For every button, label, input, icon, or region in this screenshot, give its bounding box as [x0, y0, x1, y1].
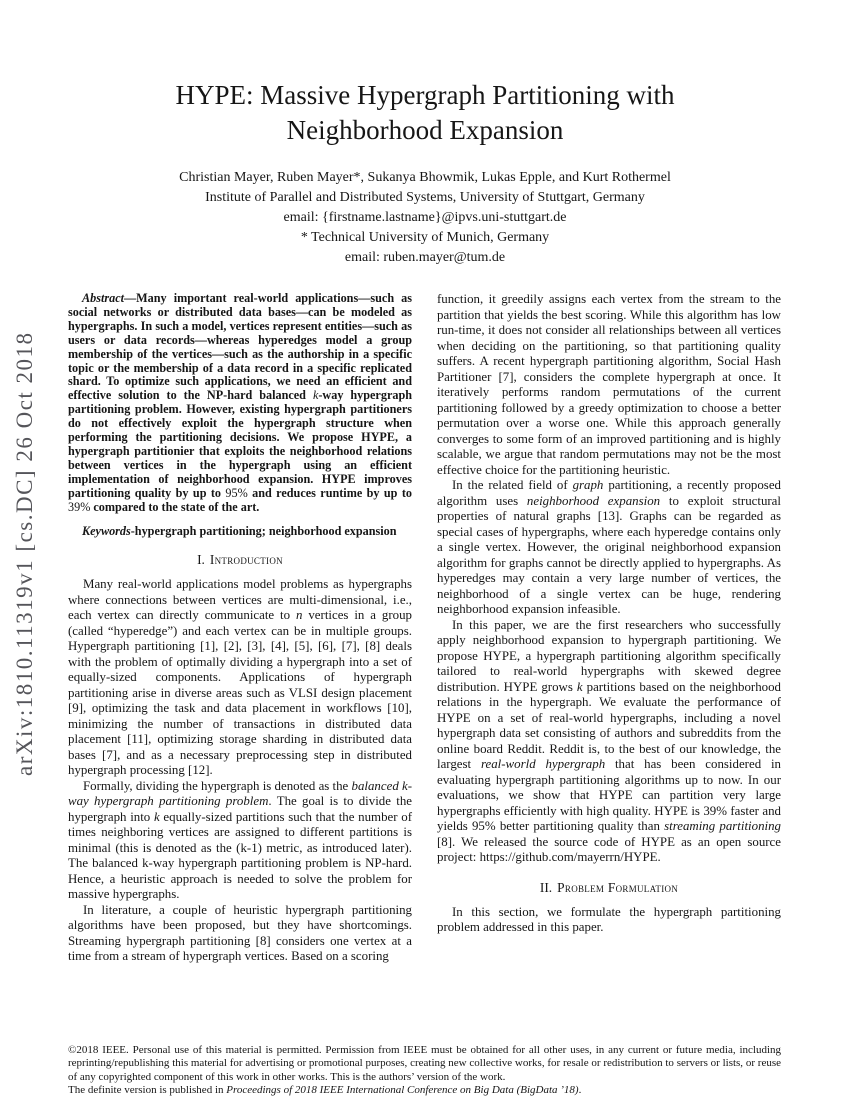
problem-formulation-paragraph-1	[437, 905, 781, 936]
text-run: function, it greedily assigns each vertex from the stream to the partition that yields the best scoring. While this algorithm has low run-time, it does not consider all relationships between all vertices when deciding on the partitioning, so that partitioning quality suffers. A recent hypergraph partitioning algorithm, Social Hash Partitioner [7], considers the complete hypergraph at once. It iteratively performs random permutations of the current partitioning followed by a greedy optimization to choose a better permutation over a worse one. While this approach generally converges to some form of an improved partitioning and is highly scalable, we argue that random permutations may not be the most effective choice for the partitioning heuristic.	[437, 292, 781, 477]
text-run: .	[657, 850, 661, 864]
text-run: partitions based on the neighborhood relations in the hypergraph. We evaluate the performance of HYPE on a set of real-world hypergraphs, including a novel hypergraph data set consisting of authors and subreddits from the online board Reddit. Reddit is, to the best of our knowledge, the largest	[437, 679, 781, 771]
text-run: that has been considered in evaluating hypergraph partitioning algorithms up to now. In our evaluations, we show that HYPE can partition very large hypergraphs efficiently with high quality. HYPE is 39% faster and yields 95% better partitioning quality than	[437, 757, 781, 833]
intro-paragraph-2	[68, 779, 412, 903]
text-run: Keywords	[82, 523, 131, 538]
text-run: equally-sized partitions such that the number of times neighboring vertices are assigned to different partitions is minimal (this is denoted as the (k-1) metric, as introduced later). The balanced k-way hypergraph partitioning problem is NP-hard. Hence, a heuristic approach is needed to solve the problem for massive hypergraphs.	[68, 809, 412, 901]
paper-title-line-1: HYPE: Massive Hypergraph Partitioning with	[175, 80, 675, 110]
text-run: k	[576, 679, 583, 694]
section-heading-introduction	[68, 552, 412, 568]
text-run: -hypergraph partitioning; neighborhood expansion	[130, 523, 397, 538]
text-run: partitioning, a recently proposed algorithm uses	[437, 478, 781, 508]
section-title: Introduction	[209, 552, 283, 567]
section-heading-problem-formulation	[437, 880, 781, 896]
text-run: graph	[572, 478, 604, 492]
text-run: 95%	[225, 485, 248, 500]
text-run: and reduces runtime by up to	[247, 485, 412, 500]
section-number: I.	[197, 552, 205, 567]
intro-paragraph-1	[68, 577, 412, 779]
text-run: streaming partitioning	[664, 819, 781, 833]
paper-title-line-2: Neighborhood Expansion	[286, 115, 564, 145]
text-run: neighborhood expansion	[526, 493, 661, 508]
text-run: -way hypergraph partitioning problem. However, existing hypergraph partitioners do not effectively exploit the hypergraph structure when performing the partitioning decisions. We propose HYPE, a hypergraph partitionier that exploits the neighborhood relations between vertices in the hypergraph using an efficient implementation of neighborhood expansion. HYPE improves partitioning quality by up to	[68, 388, 412, 500]
text-run: Formally, dividing the hypergraph is denoted as the	[83, 778, 352, 793]
text-run: —Many important real-world applications—such as social networks or distributed data bases—can be modeled as hypergraphs. In such a model, vertices represent entities—such as users or data records—whereas hyperedges model a group membership of the vertices—such as the authorship in a specific topic or the membership of a data record in a specific replicated shard. To optimize such applications, we need an efficient and effective solution to the NP-hard balanced	[68, 292, 412, 403]
text-run: balanced k-way hypergraph partitioning problem	[68, 778, 413, 808]
text-run: [8]. We released the source code of HYPE as an open source project:	[437, 834, 781, 864]
text-run: Proceedings of 2018 IEEE International Conference on Big Data (BigData ’18)	[226, 1084, 579, 1097]
text-run: In this section, we formulate the hypergraph partitioning problem addressed in this paper.	[437, 904, 781, 934]
left-column	[68, 292, 412, 1044]
section-number: II.	[539, 879, 553, 895]
email-munich: email: ruben.mayer@tum.de	[344, 250, 506, 265]
intro-paragraph-4	[437, 292, 781, 478]
footer-copyright-text: ©2018 IEEE. Personal use of this material is permitted. Permission from IEEE must be obtained for all other uses, in any current or future media, including reprinting/republishing this material for advertising or promotional purposes, creating new collective works, for resale or redistribution to servers or lists, or reuse of any copyrighted component of this work in other works. This is the authors’ version of the work.	[68, 1044, 781, 1083]
text-run: The definite version is published in	[68, 1084, 227, 1097]
text-run: vertices in a group (called “hyperedge”) and each vertex can be in multiple groups. Hypergraph partitioning [1], [2], [3], [4], [5], [6], [7], [8] deals with the problem of optimally dividing a hypergraph into a set of equally-sized components. Applications of hypergraph partitioning arise in diverse areas such as VLSI design placement [9], optimizing the task and data placement in workflows [10], minimizing the number of transactions in distributed data placement [11], optimizing storage sharding in distributed data bases [7], and as a necessary preprocessing step in distributed hypergraph processing [12].	[68, 608, 412, 777]
text-run: n	[296, 608, 303, 622]
right-column	[437, 292, 781, 1044]
arxiv-watermark: arXiv:1810.11319v1 [cs.DC] 26 Oct 2018	[12, 331, 37, 777]
text-run: to exploit structural properties of natural graphs [13]. Graphs can be regarded as special cases of hypergraphs, where each hyperedge contains only a single vertex. However, the original neighborhood expansion algorithm for graphs cannot be directly applied to hypergraphs. As hyperedges may contain a very large number of vertices, the neighborhood of a single vertex can be huge, rendering neighborhood expansion infeasible.	[437, 493, 781, 616]
text-run: . The goal is to divide the hypergraph into	[68, 794, 412, 824]
text-run: In literature, a couple of heuristic hypergraph partitioning algorithms have been proposed, but they have shortcomings. Streaming hypergraph partitioning [8] considers one vertex at a time from a stream of hypergraph vertices. Based on a scoring	[68, 902, 412, 963]
author-names: Christian Mayer, Ruben Mayer*, Sukanya Bhowmik, Lukas Epple, and Kurt Rothermel	[179, 170, 671, 185]
intro-paragraph-5	[437, 478, 781, 618]
author-block	[0, 168, 850, 268]
text-run: In the related field of	[452, 478, 573, 492]
keywords-line	[68, 524, 412, 539]
affiliation-stuttgart: Institute of Parallel and Distributed Systems, University of Stuttgart, Germany	[205, 190, 645, 205]
text-run: k	[153, 809, 160, 824]
text-run: Many real-world applications model problems as hypergraphs where connections between vertices are multi-dimensional, i.e., each vertex can directly communicate to	[68, 577, 412, 622]
text-run: real-world hypergraph	[480, 757, 606, 771]
text-run: compared to the state of the art.	[90, 499, 260, 514]
github-link[interactable]: https://github.com/mayerrn/HYPE	[479, 850, 658, 864]
text-run: 39%	[68, 499, 91, 514]
intro-paragraph-6	[437, 618, 781, 866]
email-stuttgart: email: {firstname.lastname}@ipvs.uni-stuttgart.de	[283, 210, 567, 225]
text-run: .	[578, 1084, 582, 1097]
intro-paragraph-3	[68, 903, 412, 965]
paper-title	[0, 0, 850, 148]
section-title: Problem Formulation	[557, 879, 679, 895]
abstract-paragraph	[68, 292, 412, 515]
affiliation-munich: * Technical University of Munich, Germany	[300, 230, 550, 245]
footer-publication-text	[68, 1084, 781, 1097]
copyright-footnote	[68, 1044, 781, 1098]
text-run: In this paper, we are the first researchers who successfully apply neighborhood expansion to hypergraph partitioning. We propose HYPE, a hypergraph partitioning algorithm specifically tailored to real-world hypergraphs with skewed degree distribution. HYPE grows	[437, 617, 781, 694]
two-column-body	[68, 292, 781, 1044]
text-run: k	[312, 388, 319, 403]
text-run: Abstract	[82, 292, 124, 305]
